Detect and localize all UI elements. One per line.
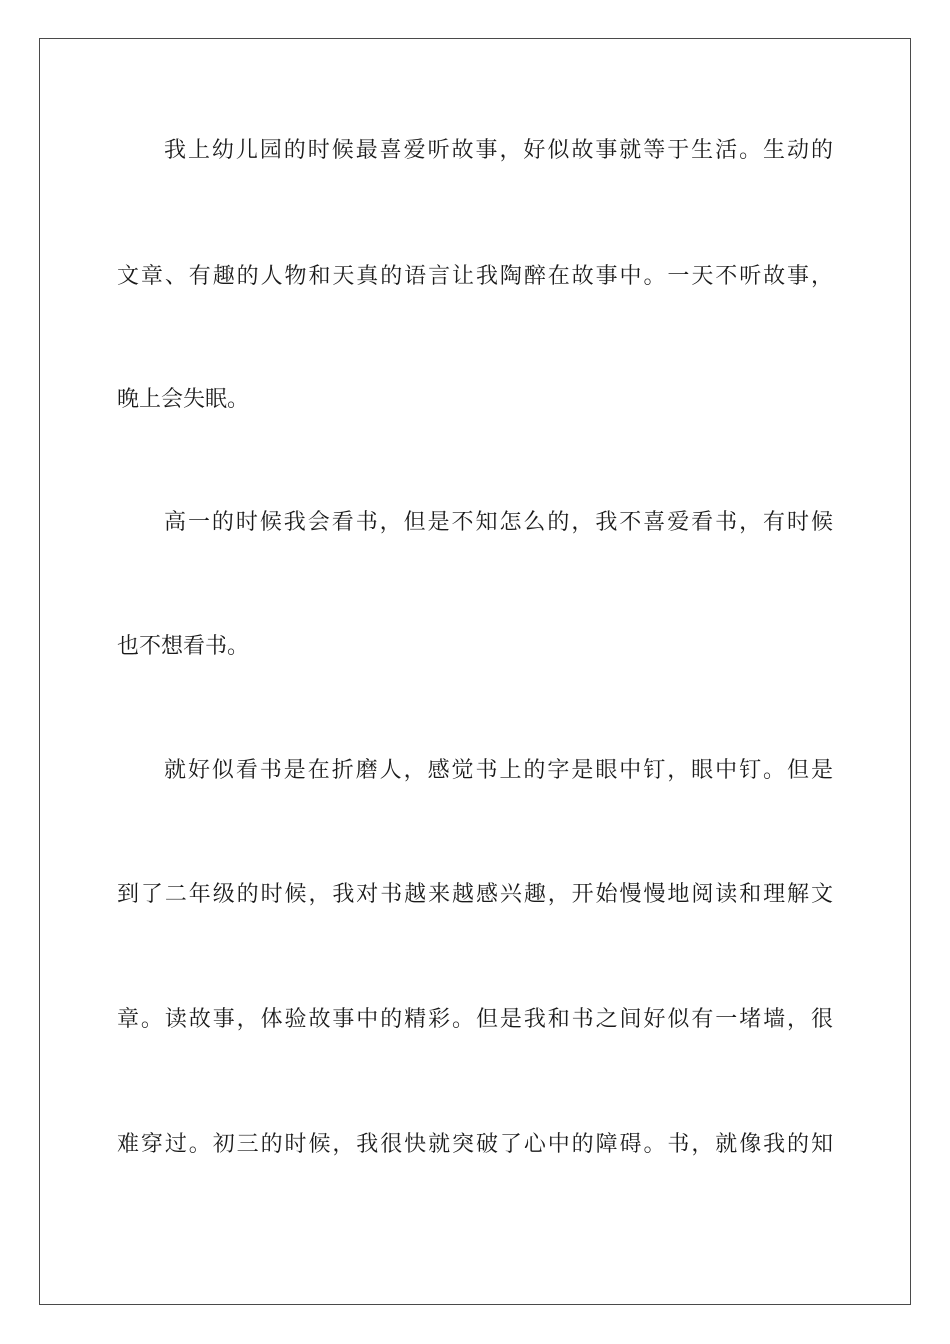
- paragraph-3-line-1: 就好似看书是在折磨人，感觉书上的字是眼中钉，眼中钉。但是: [164, 758, 833, 783]
- page-border: [39, 38, 911, 1305]
- paragraph-1-line-2: 文章、有趣的人物和天真的语言让我陶醉在故事中。一天不听故事，: [117, 264, 833, 289]
- paragraph-3-line-4: 难穿过。初三的时候，我很快就突破了心中的障碍。书，就像我的知: [117, 1132, 833, 1157]
- paragraph-2-line-2: 也不想看书。: [117, 634, 250, 659]
- paragraph-1-line-3: 晚上会失眠。: [117, 387, 250, 412]
- paragraph-1-line-1: 我上幼儿园的时候最喜爱听故事，好似故事就等于生活。生动的: [164, 138, 833, 163]
- paragraph-2-line-1: 高一的时候我会看书，但是不知怎么的，我不喜爱看书，有时候: [164, 510, 833, 535]
- paragraph-3-line-2: 到了二年级的时候，我对书越来越感兴趣，开始慢慢地阅读和理解文: [117, 882, 833, 907]
- paragraph-3-line-3: 章。读故事，体验故事中的精彩。但是我和书之间好似有一堵墙，很: [117, 1007, 833, 1032]
